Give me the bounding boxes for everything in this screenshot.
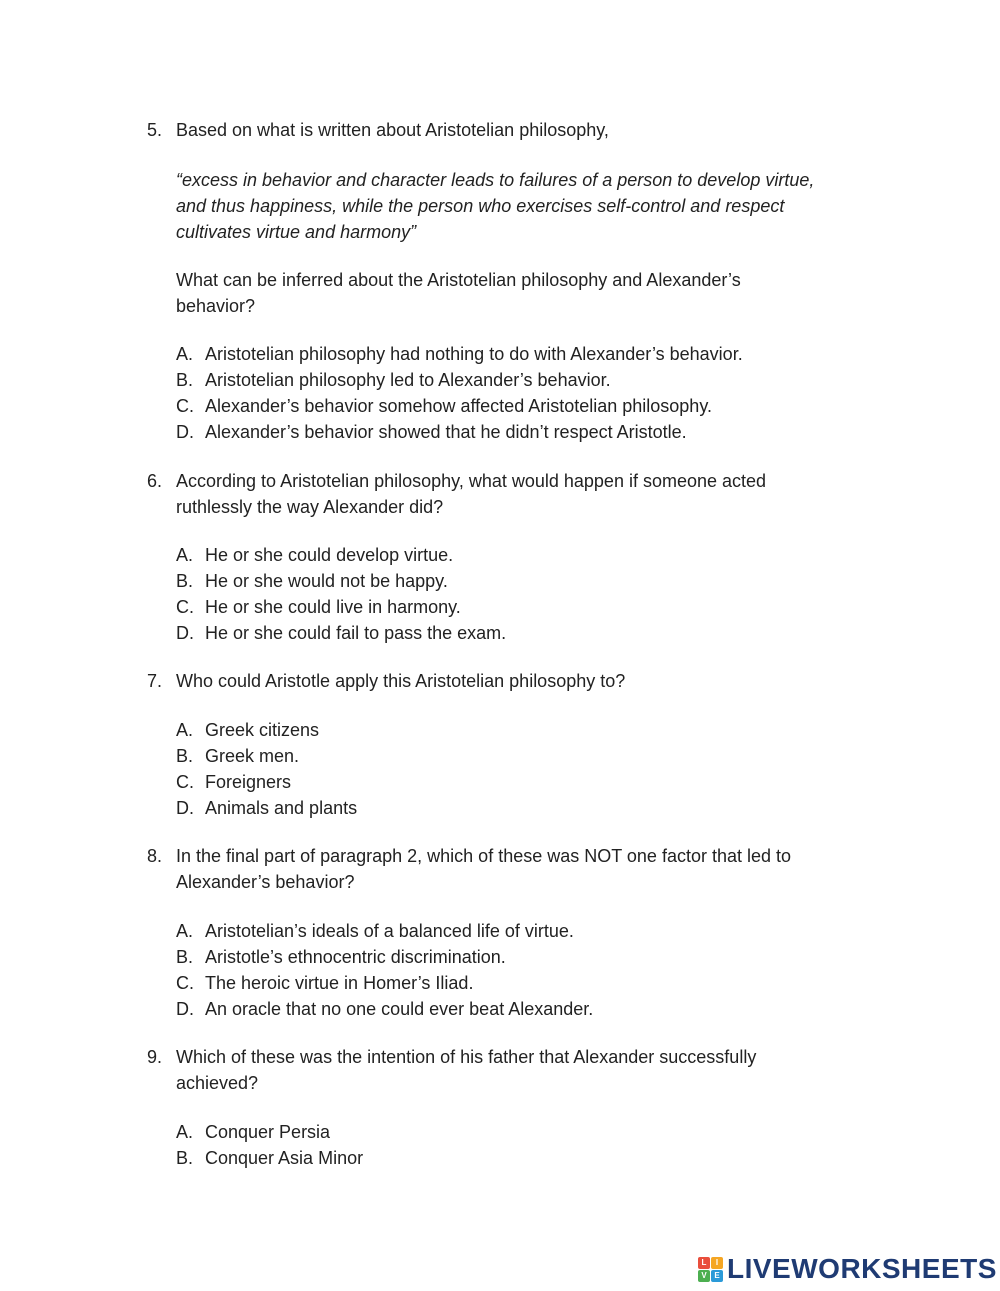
option-text: Greek citizens <box>205 720 320 740</box>
option-letter: B. <box>176 370 194 390</box>
option-letter: A. <box>176 545 194 565</box>
answer-option[interactable] <box>176 918 876 944</box>
question-number: 5. <box>147 120 163 140</box>
option-text: Aristotelian philosophy led to Alexander’s behavior. <box>205 370 611 390</box>
logo-tile: E <box>711 1270 723 1282</box>
answer-option[interactable] <box>176 620 876 646</box>
option-letter: A. <box>176 344 194 364</box>
answer-option[interactable] <box>176 341 876 367</box>
question-number: 8. <box>147 846 163 866</box>
quoted-passage <box>176 167 886 245</box>
prompt-line: What can be inferred about the Aristotelian philosophy and Alexander’s <box>176 270 741 290</box>
answer-options <box>176 918 876 1022</box>
answer-option[interactable] <box>176 419 876 445</box>
answer-option[interactable] <box>176 568 876 594</box>
option-text: Alexander’s behavior somehow affected Aristotelian philosophy. <box>205 396 712 416</box>
option-letter: A. <box>176 720 194 740</box>
option-letter: D. <box>176 798 194 818</box>
answer-options <box>176 717 876 821</box>
brand-name: LIVEWORKSHEETS <box>727 1253 997 1284</box>
prompt-line: behavior? <box>176 296 256 316</box>
option-letter: D. <box>176 999 194 1019</box>
answer-option[interactable] <box>176 1145 876 1171</box>
logo-tile: I <box>711 1257 723 1269</box>
answer-option[interactable] <box>176 717 876 743</box>
question-prompt <box>176 267 886 319</box>
option-letter: B. <box>176 571 194 591</box>
logo-tile: V <box>698 1270 710 1282</box>
question-line: In the final part of paragraph 2, which of these was NOT one factor that led to <box>176 846 792 866</box>
logo-tile: L <box>698 1257 710 1269</box>
option-letter: C. <box>176 772 194 792</box>
answer-option[interactable] <box>176 795 876 821</box>
answer-option[interactable] <box>176 996 876 1022</box>
logo-grid-icon <box>698 1257 723 1282</box>
answer-option[interactable] <box>176 393 876 419</box>
quote-line: cultivates virtue and harmony” <box>176 222 417 242</box>
answer-option[interactable] <box>176 970 876 996</box>
option-letter: B. <box>176 947 194 967</box>
answer-options <box>176 1119 876 1171</box>
option-letter: A. <box>176 921 194 941</box>
option-text: He or she could fail to pass the exam. <box>205 623 507 643</box>
question-line: Who could Aristotle apply this Aristotelian philosophy to? <box>176 671 626 691</box>
answer-option[interactable] <box>176 1119 876 1145</box>
option-text: Foreigners <box>205 772 292 792</box>
answer-option[interactable] <box>176 769 876 795</box>
option-letter: D. <box>176 623 194 643</box>
option-letter: C. <box>176 973 194 993</box>
option-text: Conquer Asia Minor <box>205 1148 364 1168</box>
answer-options <box>176 542 876 646</box>
question-text <box>176 468 876 520</box>
quote-line: “excess in behavior and character leads to failures of a person to develop virtue, <box>176 170 815 190</box>
option-text: Aristotelian’s ideals of a balanced life of virtue. <box>205 921 574 941</box>
liveworksheets-logo <box>698 1254 997 1284</box>
question-line: achieved? <box>176 1073 259 1093</box>
question-line: ruthlessly the way Alexander did? <box>176 497 444 517</box>
option-text: Aristotelian philosophy had nothing to do with Alexander’s behavior. <box>205 344 743 364</box>
option-text: Conquer Persia <box>205 1122 331 1142</box>
question-line: According to Aristotelian philosophy, what would happen if someone acted <box>176 471 767 491</box>
option-text: Aristotle’s ethnocentric discrimination. <box>205 947 506 967</box>
option-letter: B. <box>176 1148 194 1168</box>
question-line: Based on what is written about Aristotelian philosophy, <box>176 120 609 140</box>
question-text <box>176 668 876 694</box>
quote-line: and thus happiness, while the person who exercises self-control and respect <box>176 196 785 216</box>
option-text: He or she could live in harmony. <box>205 597 461 617</box>
option-text: The heroic virtue in Homer’s Iliad. <box>205 973 474 993</box>
answer-option[interactable] <box>176 542 876 568</box>
question-number: 7. <box>147 671 163 691</box>
option-text: Greek men. <box>205 746 300 766</box>
question-text <box>176 1044 876 1096</box>
answer-option[interactable] <box>176 594 876 620</box>
option-text: He or she would not be happy. <box>205 571 448 591</box>
answer-option[interactable] <box>176 944 876 970</box>
option-letter: B. <box>176 746 194 766</box>
question-line: Alexander’s behavior? <box>176 872 355 892</box>
option-text: He or she could develop virtue. <box>205 545 454 565</box>
question-text <box>176 117 876 143</box>
question-line: Which of these was the intention of his father that Alexander successfully <box>176 1047 757 1067</box>
answer-option[interactable] <box>176 367 876 393</box>
answer-options <box>176 341 876 445</box>
option-letter: A. <box>176 1122 194 1142</box>
option-text: Alexander’s behavior showed that he didn’t respect Aristotle. <box>205 422 687 442</box>
question-number: 9. <box>147 1047 163 1067</box>
question-number: 6. <box>147 471 163 491</box>
option-letter: D. <box>176 422 194 442</box>
option-letter: C. <box>176 396 194 416</box>
question-text <box>176 843 876 895</box>
option-text: Animals and plants <box>205 798 358 818</box>
option-text: An oracle that no one could ever beat Alexander. <box>205 999 594 1019</box>
option-letter: C. <box>176 597 194 617</box>
answer-option[interactable] <box>176 743 876 769</box>
